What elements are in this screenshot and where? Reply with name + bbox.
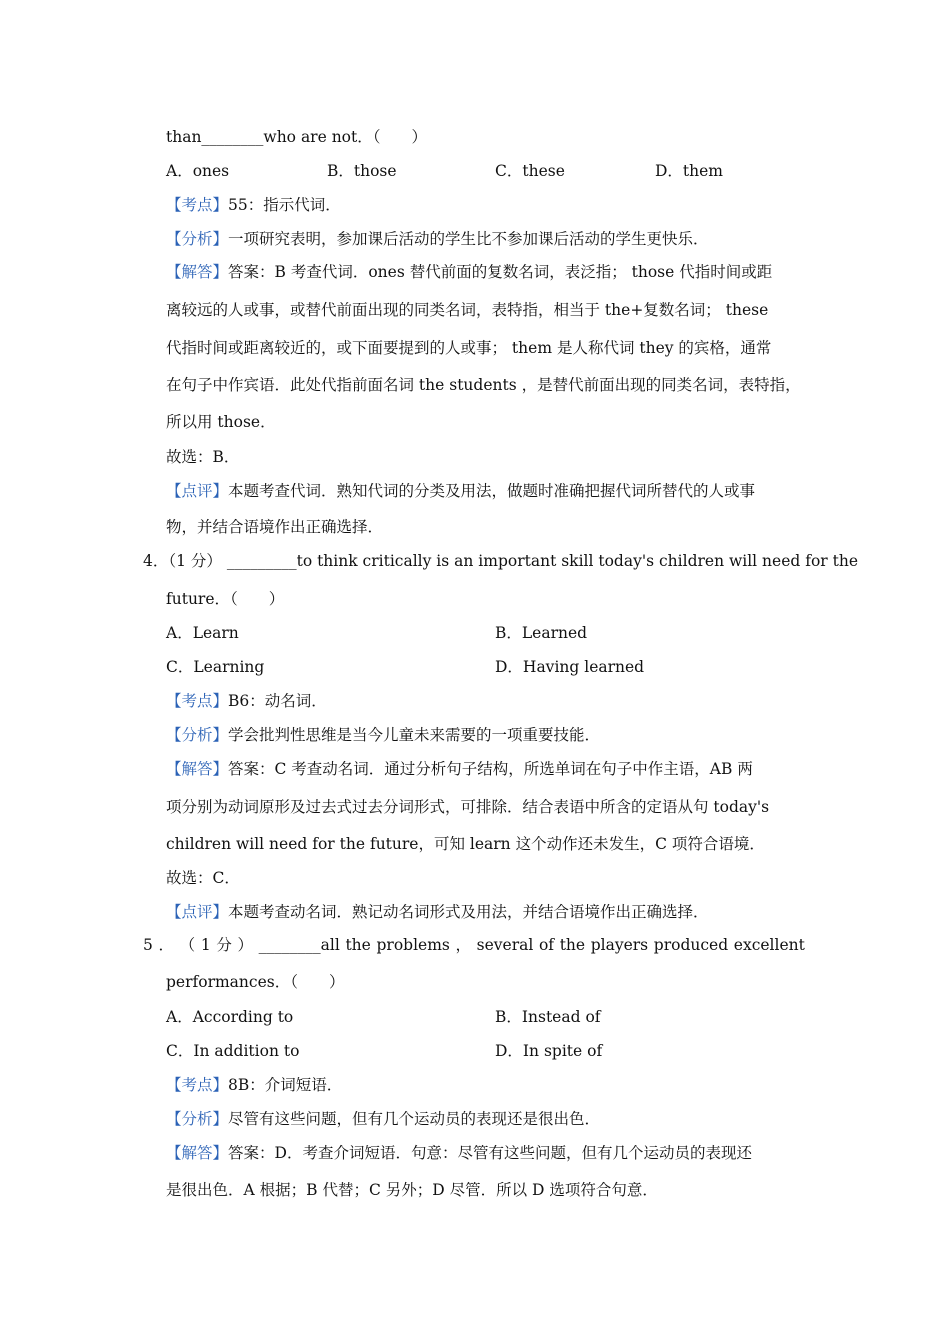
q4-heading — [143, 551, 858, 571]
kaodian-tag: 【考点】 — [166, 692, 229, 710]
q5-jieda — [166, 1143, 752, 1163]
kaodian-text: B6：动名词． — [228, 692, 327, 710]
q5-number-part: 分 — [216, 936, 232, 954]
q3-fenxi — [166, 229, 709, 249]
jieda-line: 答案：C 考查动名词．通过分析句子结构，所选单词在句子中作主语，AB 两 — [228, 760, 753, 778]
fenxi-tag: 【分析】 — [166, 230, 229, 248]
kaodian-tag: 【考点】 — [166, 1076, 229, 1094]
q4-stem: _________to think critically is an important skill today's children will need for the — [226, 552, 859, 570]
q3-guxuan: 故选：B． — [166, 448, 240, 466]
q5-kaodian — [166, 1075, 342, 1095]
dianping-tag: 【点评】 — [166, 903, 229, 921]
q5-fenxi — [166, 1109, 600, 1129]
q3-dianping-line-2: 物，并结合语境作出正确选择． — [166, 518, 384, 536]
jieda-line: 答案：B 考查代词．ones 替代前面的复数名词，表泛指； those 代指时间或距 — [228, 263, 773, 281]
q3-option-b: B．those — [327, 162, 397, 180]
q5-stem-word: ， — [455, 936, 472, 954]
q5-heading — [143, 935, 805, 955]
q5-stem-word: produced — [653, 936, 729, 954]
q3-jieda-line-4: 在句子中作宾语．此处代指前面名词 the students ，是替代前面出现的同类名词，表特指， — [166, 376, 801, 394]
fenxi-text: 学会批判性思维是当今儿童未来需要的一项重要技能． — [228, 726, 601, 744]
q5-option-d: D．In spite of — [495, 1042, 603, 1060]
q5-stem-word: of — [538, 936, 555, 954]
q4-option-c: C．Learning — [166, 658, 265, 676]
q4-option-b: B．Learned — [495, 624, 588, 642]
kaodian-text: 55：指示代词． — [228, 196, 341, 214]
q5-number-part: 5 — [143, 936, 153, 954]
kaodian-text: 8B：介词短语． — [228, 1076, 343, 1094]
q3-option-d: D．them — [655, 162, 724, 180]
dianping-text: 本题考查代词．熟知代词的分类及用法，做题时准确把握代词所替代的人或事 — [228, 482, 756, 500]
q4-number: 4．（1 分） — [143, 552, 222, 570]
jieda-line: 答案：D．考查介词短语．句意：尽管有这些问题，但有几个运动员的表现还 — [228, 1144, 752, 1162]
q3-kaodian — [166, 195, 341, 215]
jieda-tag: 【解答】 — [166, 1144, 229, 1162]
q3-option-a: A．ones — [166, 162, 230, 180]
q4-kaodian — [166, 691, 327, 711]
q4-guxuan: 故选：C． — [166, 869, 240, 887]
q5-number-part: ） — [237, 936, 254, 954]
q5-stem-word: the — [345, 936, 371, 954]
q4-jieda-line-3: children will need for the future，可知 learn 这个动作还未发生，C 项符合语境． — [166, 835, 765, 853]
fenxi-text: 尽管有这些问题，但有几个运动员的表现还是很出色． — [228, 1110, 601, 1128]
q4-fenxi — [166, 725, 600, 745]
q5-stem-word: the — [559, 936, 586, 954]
q5-stem-continuation: performances．（ ） — [166, 973, 345, 991]
dianping-tag: 【点评】 — [166, 482, 229, 500]
q3-dianping — [166, 481, 755, 501]
q4-jieda-line-2: 项分别为动词原形及过去式过去分词形式，可排除．结合表语中所含的定语从句 today's — [166, 798, 770, 816]
q4-option-a: A．Learn — [166, 624, 239, 642]
q3-jieda — [166, 262, 772, 282]
q4-jieda — [166, 759, 753, 779]
dianping-text: 本题考查动名词．熟记动名词形式及用法，并结合语境作出正确选择． — [228, 903, 709, 921]
q5-stem-word: ________all — [258, 936, 340, 954]
q5-option-b: B．Instead of — [495, 1008, 601, 1026]
q5-option-a: A．According to — [166, 1008, 294, 1026]
fenxi-tag: 【分析】 — [166, 726, 229, 744]
q5-number-part: ． — [158, 936, 175, 954]
q5-option-c: C．In addition to — [166, 1042, 300, 1060]
q5-number-part: 1 — [200, 936, 211, 954]
q5-stem-word: problems — [376, 936, 450, 954]
q3-jieda-line-2: 离较远的人或事，或替代前面出现的同类名词，表特指，相当于 the+复数名词； these — [166, 301, 769, 319]
q4-dianping — [166, 902, 709, 922]
jieda-tag: 【解答】 — [166, 263, 229, 281]
q3-jieda-line-3: 代指时间或距离较近的，或下面要提到的人或事； them 是人称代词 they 的宾格，通常 — [166, 339, 772, 357]
q4-option-d: D．Having learned — [495, 658, 645, 676]
q5-stem-word: excellent — [733, 936, 805, 954]
fenxi-tag: 【分析】 — [166, 1110, 229, 1128]
q5-stem-word: players — [590, 936, 649, 954]
fenxi-text: 一项研究表明，参加课后活动的学生比不参加课后活动的学生更快乐． — [228, 230, 709, 248]
q3-jieda-line-5: 所以用 those． — [166, 413, 276, 431]
kaodian-tag: 【考点】 — [166, 196, 229, 214]
q5-number-part: （ — [179, 936, 196, 954]
q5-jieda-line-2: 是很出色．A 根据；B 代替；C 另外；D 尽管．所以 D 选项符合句意． — [166, 1181, 658, 1199]
q5-stem-word: several — [476, 936, 534, 954]
q3-option-c: C．these — [495, 162, 565, 180]
q3-stem-continuation: than________who are not．（ ） — [166, 128, 427, 146]
q4-stem-continuation: future．（ ） — [166, 590, 285, 608]
jieda-tag: 【解答】 — [166, 760, 229, 778]
